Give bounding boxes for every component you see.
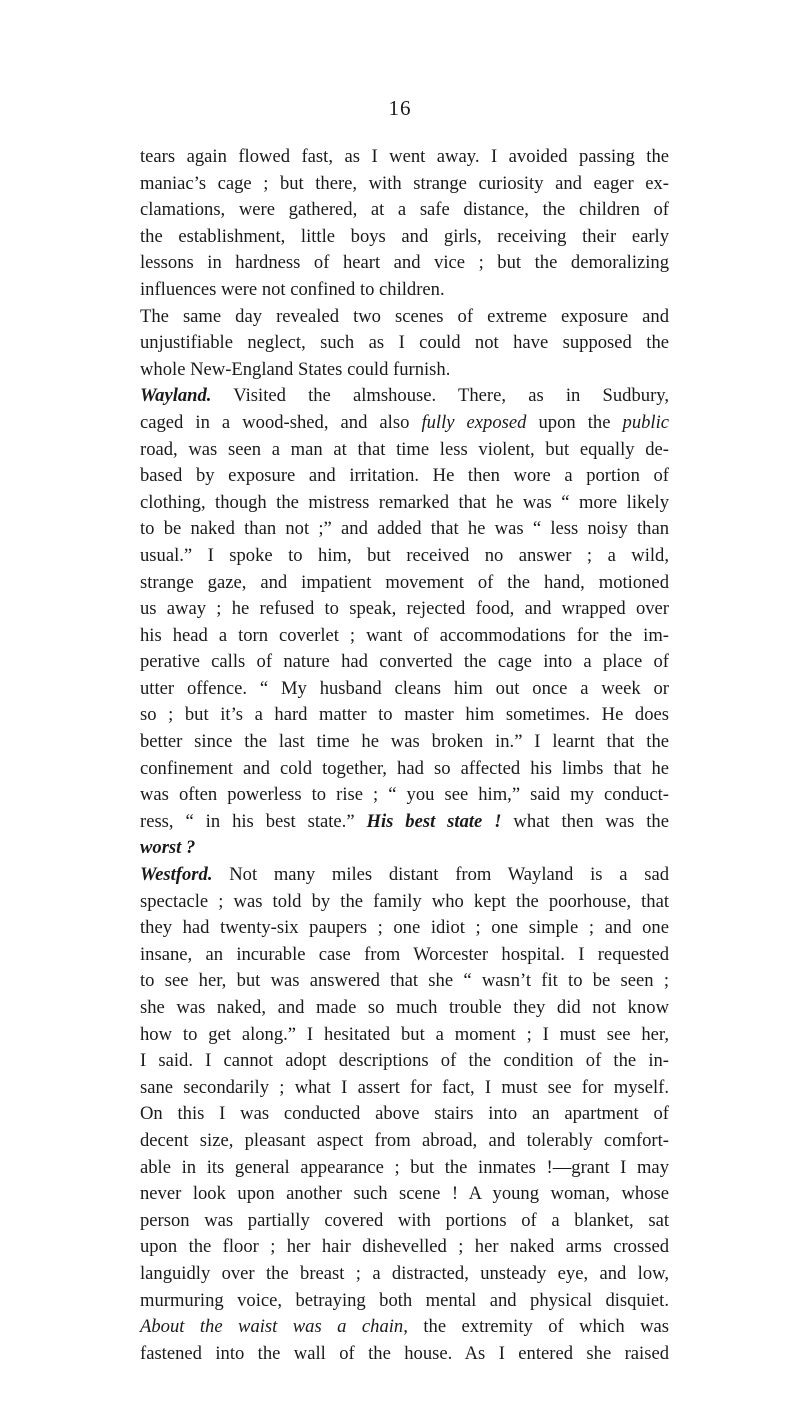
text-line xyxy=(140,357,669,384)
text-line xyxy=(140,490,669,517)
text-run: clothing, though the mistress remarked that he was “ more likely xyxy=(140,491,669,513)
text-run: to be naked than not ;” and added that he was “ less noisy than xyxy=(140,518,669,540)
text-run: murmuring voice, betraying both mental and physical disquiet. xyxy=(140,1289,669,1311)
text-run: clamations, were gathered, at a safe distance, the children of xyxy=(140,199,669,221)
text-line xyxy=(140,835,669,862)
text-line xyxy=(140,277,669,304)
text-line xyxy=(140,1022,669,1049)
text-line xyxy=(140,304,669,331)
text-run: spectacle ; was told by the family who kept the poorhouse, that xyxy=(140,890,669,912)
text-line xyxy=(140,596,669,623)
text-run: influences were not confined to children. xyxy=(140,278,445,300)
text-run: ress, “ in his best state.” xyxy=(140,810,367,832)
text-run: About the waist was a chain, xyxy=(140,1316,408,1338)
text-line xyxy=(140,809,669,836)
text-run: the establishment, little boys and girls, receiving their early xyxy=(140,225,669,247)
text-run: strange gaze, and impatient movement of the hand, motioned xyxy=(140,571,669,593)
text-line xyxy=(140,1048,669,1075)
text-line xyxy=(140,1155,669,1182)
text-line xyxy=(140,862,669,889)
section-heading: Westford. xyxy=(140,864,213,886)
text-run: they had twenty-six paupers ; one idiot ; one simple ; and one xyxy=(140,917,669,939)
text-line xyxy=(140,250,669,277)
text-line xyxy=(140,995,669,1022)
text-run: how to get along.” I hesitated but a moment ; I must see her, xyxy=(140,1023,669,1045)
text-run: better since the last time he was broken in.” I learnt that the xyxy=(140,731,669,753)
text-line xyxy=(140,676,669,703)
text-line xyxy=(140,782,669,809)
text-line xyxy=(140,1234,669,1261)
text-run: based by exposure and irritation. He then wore a portion of xyxy=(140,465,669,487)
text-line xyxy=(140,756,669,783)
text-run: Visited the almshouse. There, as in Sudbury, xyxy=(211,385,669,407)
text-run: fully exposed xyxy=(421,411,527,433)
text-line xyxy=(140,729,669,756)
text-run: confinement and cold together, had so affected his limbs that he xyxy=(140,757,669,779)
text-run: sane secondarily ; what I assert for fact, I must see for myself. xyxy=(140,1076,669,1098)
text-line xyxy=(140,889,669,916)
text-run: to see her, but was answered that she “ wasn’t fit to be seen ; xyxy=(140,970,669,992)
text-line xyxy=(140,623,669,650)
text-run: Not many miles distant from Wayland is a sad xyxy=(212,864,669,886)
text-run: was often powerless to rise ; “ you see him,” said my conduct- xyxy=(140,784,669,806)
text-run: worst ? xyxy=(140,837,196,859)
text-line xyxy=(140,171,669,198)
text-run: upon the xyxy=(526,411,623,433)
text-line xyxy=(140,968,669,995)
text-line xyxy=(140,1128,669,1155)
text-run: caged in a wood-shed, and also xyxy=(140,411,422,433)
text-run: his head a torn coverlet ; want of accommodations for the im- xyxy=(140,624,669,646)
text-line xyxy=(140,1101,669,1128)
text-line xyxy=(140,224,669,251)
text-line xyxy=(140,463,669,490)
text-line xyxy=(140,1314,669,1341)
text-line xyxy=(140,942,669,969)
text-run: His best state ! xyxy=(366,810,502,832)
text-run: I said. I cannot adopt descriptions of the condition of the in- xyxy=(140,1050,669,1072)
text-line xyxy=(140,570,669,597)
page-number: 16 xyxy=(388,96,412,120)
text-line xyxy=(140,649,669,676)
text-line xyxy=(140,1181,669,1208)
section-heading: Wayland. xyxy=(140,385,212,407)
text-line xyxy=(140,144,669,171)
text-run: tears again flowed fast, as I went away. I avoided passing the xyxy=(140,146,669,167)
text-run: upon the floor ; her hair dishevelled ; her naked arms crossed xyxy=(140,1236,669,1258)
text-line xyxy=(140,516,669,543)
text-run: she was naked, and made so much trouble they did not know xyxy=(140,997,669,1018)
text-run: The same day revealed two scenes of extreme exposure and xyxy=(140,305,669,327)
body-text xyxy=(140,144,669,1367)
text-line xyxy=(140,543,669,570)
text-line xyxy=(140,383,669,410)
text-line xyxy=(140,1208,669,1235)
text-run: whole New-England States could furnish. xyxy=(140,358,451,380)
text-run: fastened into the wall of the house. As I entered she raised xyxy=(140,1342,669,1364)
text-line xyxy=(140,1261,669,1288)
text-run: insane, an incurable case from Worcester hospital. I requested xyxy=(140,943,669,965)
text-run: perative calls of nature had converted the cage into a place of xyxy=(140,651,669,673)
text-line xyxy=(140,702,669,729)
text-run: so ; but it’s a hard matter to master him sometimes. He does xyxy=(140,704,669,726)
text-run: public xyxy=(622,411,669,433)
text-run: decent size, pleasant aspect from abroad, and tolerably comfort- xyxy=(140,1129,669,1151)
text-line xyxy=(140,915,669,942)
text-run: lessons in hardness of heart and vice ; but the demoralizing xyxy=(140,252,669,274)
text-run: usual.” I spoke to him, but received no answer ; a wild, xyxy=(140,544,669,566)
text-run: us away ; he refused to speak, rejected food, and wrapped over xyxy=(140,598,669,620)
text-run: person was partially covered with portions of a blanket, sat xyxy=(140,1209,669,1231)
text-run: road, was seen a man at that time less violent, but equally de- xyxy=(140,438,669,460)
text-run: never look upon another such scene ! A young woman, whose xyxy=(140,1183,669,1205)
text-line xyxy=(140,437,669,464)
text-line xyxy=(140,410,669,437)
text-run: unjustifiable neglect, such as I could not have supposed the xyxy=(140,332,669,354)
text-line xyxy=(140,1075,669,1102)
text-run: utter offence. “ My husband cleans him out once a week or xyxy=(140,677,669,699)
text-run: able in its general appearance ; but the inmates !—grant I may xyxy=(140,1156,669,1178)
text-run: maniac’s cage ; but there, with strange curiosity and eager ex- xyxy=(140,172,669,194)
text-run: languidly over the breast ; a distracted, unsteady eye, and low, xyxy=(140,1262,669,1284)
text-run: what then was the xyxy=(501,810,669,832)
text-line xyxy=(140,197,669,224)
text-run: On this I was conducted above stairs into an apartment of xyxy=(140,1103,669,1125)
text-line xyxy=(140,330,669,357)
text-line xyxy=(140,1341,669,1368)
text-run: the extremity of which was xyxy=(407,1316,670,1338)
text-line xyxy=(140,1288,669,1315)
